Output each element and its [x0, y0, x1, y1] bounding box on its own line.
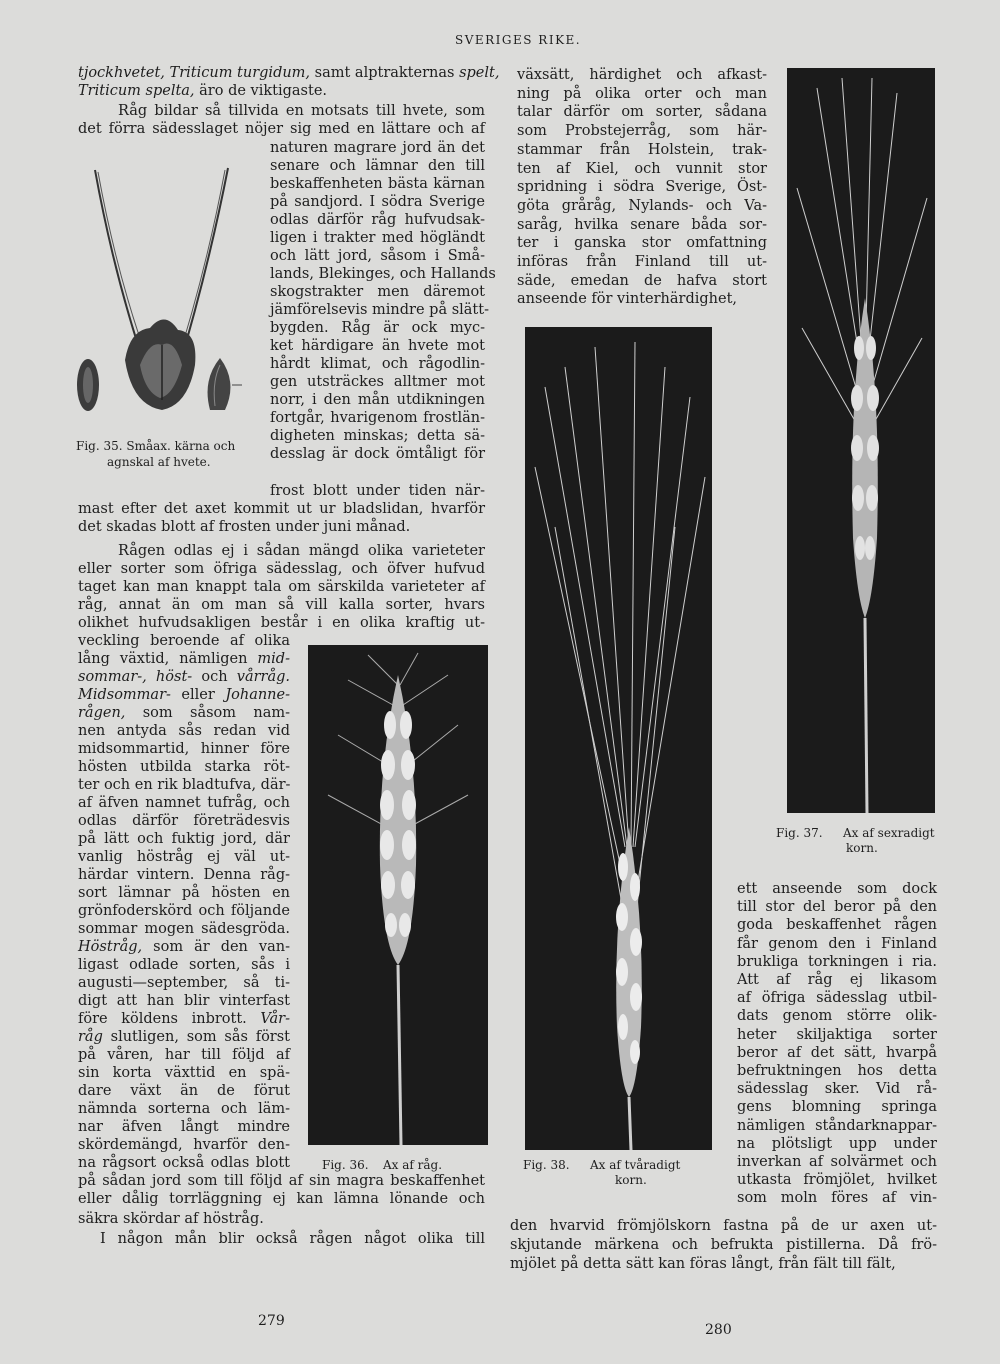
left-text-line-2 — [78, 82, 370, 100]
right-mid-text-line-10 — [737, 1044, 937, 1062]
right-top-text-line-2 — [517, 85, 767, 103]
text-span: eller — [170, 687, 226, 703]
right-mid-text-line-1 — [737, 880, 937, 898]
right-bottom-text-line-2 — [510, 1236, 937, 1254]
text-span: samt alptrakternas — [310, 65, 460, 81]
text-span: ter och en rik bladtufva, där- — [78, 777, 291, 793]
right-mid-text-line-5 — [737, 953, 937, 971]
text-span: som såsom nam- — [125, 705, 290, 721]
left-text-line-6 — [270, 157, 485, 175]
text-span: beror af det sätt, hvarpå — [737, 1044, 937, 1061]
left-text-line-18 — [270, 373, 485, 391]
text-span: nämnda sorterna och läm- — [78, 1101, 290, 1117]
right-bottom-text-line-1 — [510, 1217, 937, 1235]
left-text-line-53 — [78, 1028, 290, 1046]
left-text-line-11 — [270, 247, 485, 265]
right-mid-text-line-13 — [737, 1098, 937, 1116]
left-text-line-25 — [78, 518, 430, 536]
text-span: som är den van- — [142, 939, 290, 955]
text-span: eller dålig torrläggning ej kan lämna lönande och — [78, 1191, 485, 1207]
left-text-line-30 — [78, 614, 485, 632]
right-top-text-line-9 — [517, 216, 767, 234]
right-mid-text-line-7 — [737, 989, 937, 1007]
fig37-caption-label: Fig. 37. — [776, 826, 823, 840]
left-text-line-31 — [78, 632, 290, 650]
text-span: Att af råg ej likasom — [737, 972, 937, 988]
left-text-line-28 — [78, 578, 485, 596]
text-span: I någon mån blir också rågen något olika till — [100, 1231, 485, 1247]
text-span: rågen, — [78, 705, 126, 721]
left-text-line-27 — [78, 560, 485, 578]
text-span: Råg bildar så tillvida en motsats till hvete, som — [118, 103, 485, 119]
text-span: som moln föres af vin- — [737, 1190, 937, 1207]
text-span: odlas därför råg hufvudsak- — [270, 212, 485, 228]
right-mid-text-line-15 — [737, 1135, 937, 1153]
text-span: talar därför om sorter, sådana — [517, 104, 767, 121]
fig38-caption-label: Fig. 38. — [523, 1158, 570, 1172]
page-number-left: 279 — [258, 1313, 285, 1329]
fig36-rye-ear-photo — [308, 645, 488, 1145]
left-text-line-36 — [78, 722, 290, 740]
text-span: mjölet på detta sätt kan föras långt, från fält till fält, — [510, 1256, 896, 1272]
text-span: inverkan af solvärmet och — [737, 1154, 937, 1170]
right-mid-text-line-17 — [737, 1171, 937, 1189]
left-text-line-46 — [78, 902, 290, 920]
left-text-line-41 — [78, 812, 290, 830]
left-text-line-44 — [78, 866, 290, 884]
left-text-line-17 — [270, 355, 485, 373]
text-span: brukliga torkningen i ria. — [737, 953, 937, 970]
text-span: mast efter det axet kommit ut ur bladslidan, hvarför — [78, 501, 485, 517]
text-span: som Probstejerråg, som här- — [517, 123, 767, 140]
fig38-caption-text: Ax af tvåradigt — [590, 1158, 681, 1172]
right-top-text-line-1 — [517, 66, 767, 84]
text-span: det förra sädesslaget nöjer sig med en lättare och af — [78, 121, 485, 137]
left-text-line-24 — [78, 500, 485, 518]
text-span: gens blomning springa — [737, 1099, 937, 1116]
right-top-text-line-4 — [517, 122, 767, 140]
text-span: säkra skördar af höstråg. — [78, 1211, 264, 1227]
text-span: det skadas blott af frosten under juni månad. — [78, 519, 411, 535]
text-span: skördemängd, hvarför den- — [78, 1137, 290, 1153]
text-span: hårdt klimat, och rågodlin- — [270, 356, 485, 372]
text-span: råg, annat än om man så vill kalla sorter, hvars — [78, 597, 485, 613]
text-span: goda beskaffenhet rågen — [737, 917, 937, 934]
text-span: af öfriga sädesslag utbil- — [737, 990, 937, 1007]
right-mid-text-line-6 — [737, 971, 937, 989]
fig36-caption-text: Ax af råg. — [383, 1158, 443, 1172]
text-span: Höstråg, — [78, 939, 143, 955]
text-span: nar äfven långt mindre — [78, 1119, 290, 1135]
text-span: desslag är dock ömtåligt för — [270, 446, 485, 462]
left-text-line-60 — [78, 1154, 290, 1172]
text-span: spelt, — [459, 65, 500, 81]
text-span: stammar från Holstein, trak- — [517, 141, 767, 158]
left-text-line-51 — [78, 992, 290, 1010]
right-mid-text-line-16 — [737, 1153, 937, 1171]
text-span: eller sorter som öfriga sädesslag, och öfver hufvud — [78, 561, 485, 577]
left-text-line-16 — [270, 337, 485, 355]
right-mid-text-line-12 — [737, 1080, 937, 1098]
left-text-line-48 — [78, 938, 290, 956]
text-span: sin korta växttid en spä- — [78, 1065, 290, 1081]
left-text-line-34 — [78, 686, 290, 704]
text-span: tjockhvetet, Triticum turgidum, — [78, 65, 311, 81]
left-text-line-20 — [270, 409, 485, 427]
text-span: veckling beroende af olika — [78, 633, 290, 649]
left-text-line-43 — [78, 848, 290, 866]
right-mid-text-line-11 — [737, 1062, 937, 1080]
text-span: saråg, hvilka senare båda sor- — [517, 216, 767, 233]
text-span: säde, emedan de hafva stort — [517, 272, 767, 289]
fig35-caption-line2: agnskal af hvete. — [107, 455, 211, 469]
left-text-line-3 — [118, 102, 485, 120]
left-text-line-47 — [78, 920, 290, 938]
text-span: ett anseende som dock — [737, 881, 937, 897]
text-span: ket härdigare än hvete mot — [270, 338, 485, 354]
text-span: beskaffenheten bästa kärnan — [270, 176, 485, 192]
left-text-line-7 — [270, 175, 485, 193]
left-text-line-8 — [270, 193, 485, 211]
right-top-text-line-5 — [517, 141, 767, 159]
left-text-line-57 — [78, 1100, 290, 1118]
left-text-line-49 — [78, 956, 290, 974]
text-span: på våren, har till följd af — [78, 1047, 290, 1063]
left-text-line-4 — [78, 120, 485, 138]
text-span: nen antyda sås redan vid — [78, 723, 290, 739]
text-span: Vår- — [260, 1011, 290, 1027]
text-span: hösten utbilda starka röt- — [78, 759, 290, 775]
text-span: äro de viktigaste. — [194, 83, 328, 99]
text-span: odlas därför företrädesvis — [78, 813, 290, 829]
left-text-line-37 — [78, 740, 290, 758]
fig37-caption-text: Ax af sexradigt — [843, 826, 935, 840]
text-span: skogstrakter men däremot — [270, 284, 485, 300]
fig37-six-rowed-barley-photo — [787, 68, 935, 813]
right-top-text-line-7 — [517, 178, 767, 196]
fig38-caption-text2: korn. — [615, 1173, 647, 1187]
right-mid-text-line-2 — [737, 898, 937, 916]
text-span: utkasta frömjölet, hvilket — [737, 1172, 937, 1189]
text-span: nämligen ståndarknappar- — [737, 1117, 937, 1134]
text-span: ten af Kiel, och vunnit stor — [517, 160, 767, 177]
right-top-text-line-11 — [517, 253, 767, 271]
text-span: Rågen odlas ej i sådan mängd olika varieteter — [118, 543, 485, 559]
text-span: sommar-, höst- — [78, 669, 193, 685]
text-span: ligast odlade sorten, sås i — [78, 957, 290, 973]
right-top-text-line-13 — [517, 290, 767, 308]
text-span: jämförelsevis mindre på slätt- — [270, 302, 489, 318]
text-span: ligen i trakter med högländt — [270, 230, 485, 246]
left-text-line-29 — [78, 596, 485, 614]
text-span: na rågsort också odlas blott — [78, 1155, 290, 1171]
text-span: skjutande märkena och befrukta pistillerna. Då frö- — [510, 1237, 937, 1253]
left-text-line-9 — [270, 211, 485, 229]
text-span: lång växtid, nämligen — [78, 651, 258, 667]
text-span: före köldens inbrott. — [78, 1011, 261, 1027]
text-span: på lätt och fuktig jord, där — [78, 831, 290, 847]
left-text-line-62 — [78, 1190, 485, 1208]
text-span: härdar vintern. Denna råg- — [78, 867, 290, 883]
left-text-line-15 — [270, 319, 485, 337]
left-text-line-56 — [78, 1082, 290, 1100]
left-text-line-33 — [78, 668, 290, 686]
text-span: olikhet hufvudsakligen består i en olika kraftig ut- — [78, 615, 485, 631]
text-span: dare växt än de förut — [78, 1083, 290, 1099]
left-text-line-45 — [78, 884, 290, 902]
fig36-caption-label: Fig. 36. — [322, 1158, 369, 1172]
right-top-text-line-3 — [517, 103, 767, 121]
text-span: naturen magrare jord än det — [270, 140, 485, 156]
left-text-line-61 — [78, 1172, 485, 1190]
left-text-line-35 — [78, 704, 290, 722]
left-text-line-22 — [270, 445, 485, 463]
text-span: slutligen, som sås först — [102, 1029, 290, 1045]
fig38-two-rowed-barley-photo — [525, 327, 712, 1150]
left-text-line-39 — [78, 776, 290, 794]
text-span: befruktningen hos detta — [737, 1063, 937, 1079]
text-span: frost blott under tiden när- — [270, 483, 485, 499]
fig37-caption-text2: korn. — [846, 841, 878, 855]
text-span: taget kan man knappt tala om särskilda varieteter af — [78, 579, 485, 595]
fig35-caption-line1: Fig. 35. Småax. kärna och — [76, 439, 236, 453]
text-span: bygden. Råg är ock myc- — [270, 320, 485, 336]
right-top-text-line-12 — [517, 272, 767, 290]
text-span: anseende för vinterhärdighet, — [517, 291, 738, 308]
right-mid-text-line-18 — [737, 1189, 937, 1207]
left-text-line-10 — [270, 229, 485, 247]
text-span: midsommartid, hinner före — [78, 741, 290, 757]
text-span: ter i ganska stor omfattning — [517, 235, 767, 252]
text-span: augusti—september, så ti- — [78, 975, 290, 991]
text-span: sort lämnar på hösten en — [78, 885, 290, 901]
text-span: dats genom större olik- — [737, 1008, 937, 1025]
left-text-line-59 — [78, 1136, 290, 1154]
left-text-line-12 — [270, 265, 496, 283]
text-span: af äfven namnet tufråg, och — [78, 795, 290, 811]
text-span: Johanne- — [225, 687, 290, 703]
text-span: den hvarvid frömjölskorn fastna på de ur axen ut- — [510, 1218, 937, 1234]
right-mid-text-line-14 — [737, 1117, 937, 1135]
page-number-right: 280 — [705, 1322, 732, 1338]
left-text-line-40 — [78, 794, 290, 812]
left-text-line-19 — [270, 391, 485, 409]
text-span: på sådan jord som till följd af sin magra beskaffenhet — [78, 1173, 485, 1189]
left-text-line-14 — [270, 301, 489, 319]
text-span: på sandjord. I södra Sverige — [270, 194, 485, 210]
left-text-line-5 — [270, 139, 485, 157]
text-span: heter skiljaktiga sorter — [737, 1026, 937, 1043]
text-span: lands, Blekinges, och Hallands — [270, 266, 496, 282]
left-text-line-50 — [78, 974, 290, 992]
right-top-text-line-8 — [517, 197, 767, 215]
left-text-line-21 — [270, 427, 485, 445]
left-text-line-42 — [78, 830, 290, 848]
text-span: göta gråråg, Nylands- och Va- — [517, 197, 767, 214]
left-text-line-52 — [78, 1010, 290, 1028]
text-span: får genom den i Finland — [737, 935, 937, 952]
right-bottom-text-line-3 — [510, 1255, 937, 1273]
right-mid-text-line-4 — [737, 935, 937, 953]
left-text-line-63 — [78, 1210, 265, 1228]
running-header: SVERIGES RIKE. — [455, 33, 582, 47]
text-span: råg — [78, 1029, 103, 1045]
left-text-line-1 — [78, 64, 500, 82]
left-text-line-38 — [78, 758, 290, 776]
right-mid-text-line-9 — [737, 1026, 937, 1044]
text-span: senare och lämnar den till — [270, 158, 485, 174]
text-span: införas från Finland till ut- — [517, 254, 767, 270]
text-span: och lätt jord, såsom i Små- — [270, 248, 485, 264]
left-text-line-54 — [78, 1046, 290, 1064]
left-text-line-26 — [118, 542, 485, 560]
left-text-line-23 — [270, 482, 485, 500]
text-span: digheten minskas; detta sä- — [270, 428, 485, 444]
text-span: norr, i den mån utdikningen — [270, 392, 485, 408]
left-text-line-32 — [78, 650, 290, 668]
text-span: grönfoderskörd och följande — [78, 903, 290, 919]
fig35-wheat-spikelet-illustration — [70, 160, 260, 430]
text-span: ning på olika orter och man — [517, 85, 767, 102]
text-span: vårråg. — [236, 669, 290, 685]
text-span: Triticum spelta, — [78, 83, 195, 99]
left-text-line-58 — [78, 1118, 290, 1136]
text-span: fortgår, hvarigenom frostlän- — [270, 410, 485, 426]
text-span: och — [192, 669, 237, 685]
text-span: sommar mogen sädesgröda. — [78, 921, 290, 937]
left-text-line-13 — [270, 283, 485, 301]
text-span: digt att han blir vinterfast — [78, 993, 290, 1009]
text-span: Midsommar- — [78, 687, 171, 703]
left-text-line-64 — [100, 1230, 485, 1248]
right-top-text-line-6 — [517, 160, 767, 178]
text-span: gen utsträckes alltmer mot — [270, 374, 485, 390]
right-mid-text-line-3 — [737, 916, 937, 934]
text-span: sädesslag sker. Vid rå- — [737, 1081, 937, 1098]
text-span: na plötsligt upp under — [737, 1135, 937, 1152]
text-span: till stor del beror på den — [737, 899, 937, 916]
right-top-text-line-10 — [517, 234, 767, 252]
left-text-line-55 — [78, 1064, 290, 1082]
right-mid-text-line-8 — [737, 1007, 937, 1025]
text-span: växsätt, härdighet och afkast- — [517, 67, 767, 83]
text-span: mid- — [257, 651, 290, 667]
text-span: vanlig höstråg ej väl ut- — [78, 849, 290, 865]
text-span: spridning i södra Sverige, Öst- — [517, 179, 767, 196]
